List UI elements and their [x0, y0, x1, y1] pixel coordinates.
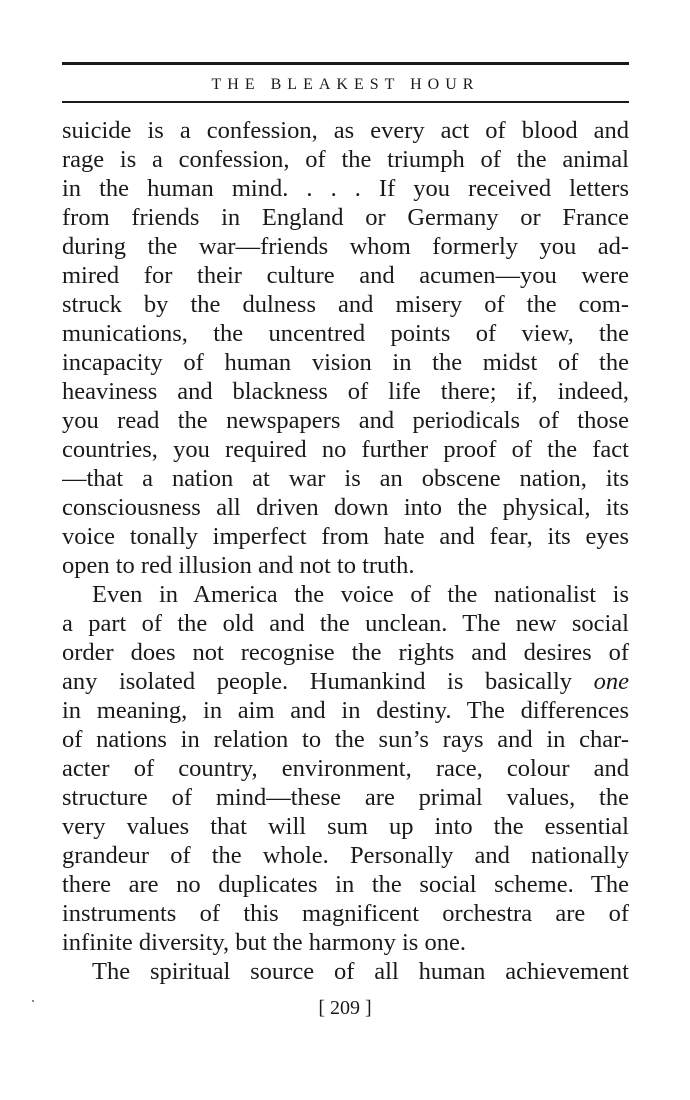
- text-line: struck by the dulness and misery of the com-: [62, 291, 629, 318]
- page-number: [ 209 ]: [318, 997, 372, 1019]
- text-line: during the war—friends whom formerly you ad-: [62, 233, 629, 260]
- text-line: heaviness and blackness of life there; if, indeed,: [62, 378, 629, 405]
- text-line: voice tonally imperfect from hate and fear, its eyes: [62, 523, 629, 550]
- text-line: consciousness all driven down into the physical, its: [62, 494, 629, 521]
- text-line: infinite diversity, but the harmony is one.: [62, 929, 466, 956]
- text-line-with-italic: [62, 667, 629, 696]
- header-rule-top: [62, 62, 629, 65]
- text-line: acter of country, environment, race, colour and: [62, 755, 629, 782]
- text-line: Even in America the voice of the nationalist is: [92, 581, 629, 608]
- text-line: The spiritual source of all human achievement: [92, 958, 629, 985]
- running-head: THE BLEAKEST HOUR: [211, 76, 480, 93]
- text-line: mired for their culture and acumen—you were: [62, 262, 629, 289]
- text-line: from friends in England or Germany or France: [62, 204, 629, 231]
- header-rule-bottom: [62, 101, 629, 103]
- text-line: incapacity of human vision in the midst of the: [62, 349, 629, 376]
- text-line: very values that will sum up into the essential: [62, 813, 629, 840]
- text-line: structure of mind—these are primal values, the: [62, 784, 629, 811]
- text-line: of nations in relation to the sun’s rays and in char-: [62, 726, 629, 753]
- body-text: [62, 116, 629, 986]
- text-line: in meaning, in aim and in destiny. The differences: [62, 697, 629, 724]
- text-line: order does not recognise the rights and desires of: [62, 639, 629, 666]
- text-line: rage is a confession, of the triumph of the animal: [62, 146, 629, 173]
- text-line: suicide is a confession, as every act of blood and: [62, 117, 629, 144]
- text-line: open to red illusion and not to truth.: [62, 552, 415, 579]
- text-line: a part of the old and the unclean. The new social: [62, 610, 629, 637]
- text-line: grandeur of the whole. Personally and nationally: [62, 842, 629, 869]
- text-line: —that a nation at war is an obscene nation, its: [62, 465, 629, 492]
- text-line: munications, the uncentred points of view, the: [62, 320, 629, 347]
- text-line: there are no duplicates in the social scheme. The: [62, 871, 629, 898]
- italic-word: one: [593, 668, 629, 695]
- text-line: you read the newspapers and periodicals of those: [62, 407, 629, 434]
- print-speck: [32, 1000, 34, 1002]
- text-line: countries, you required no further proof of the fact: [62, 436, 629, 463]
- text-line: in the human mind. . . . If you received letters: [62, 175, 629, 202]
- text-line-segment: any isolated people. Humankind is basically: [62, 668, 573, 695]
- text-line: instruments of this magnificent orchestra are of: [62, 900, 629, 927]
